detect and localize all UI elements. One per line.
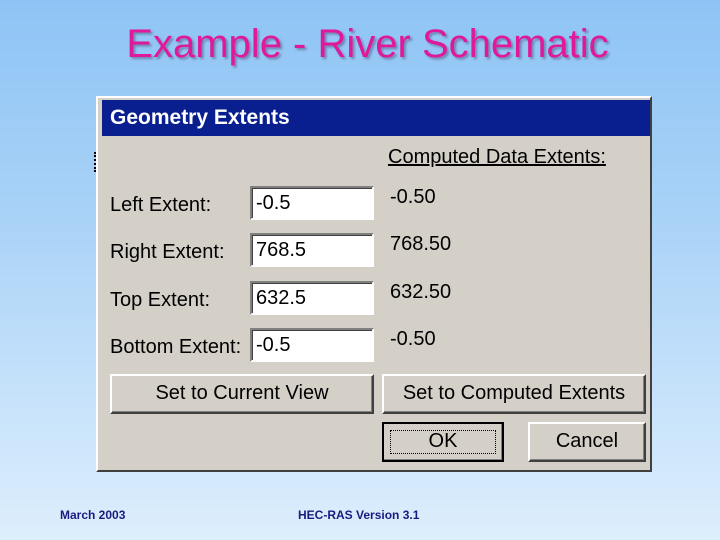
- left-extent-computed: -0.50: [390, 186, 436, 208]
- footer-version: HEC-RAS Version 3.1: [298, 508, 420, 522]
- slide-title: Example - River Schematic: [126, 22, 609, 66]
- right-extent-computed: 768.50: [390, 233, 452, 255]
- right-extent-label: Right Extent:: [110, 241, 225, 263]
- dialog-title: Geometry Extents: [110, 106, 290, 129]
- bottom-extent-input[interactable]: -0.5: [250, 328, 374, 362]
- top-extent-label: Top Extent:: [110, 289, 211, 311]
- focus-indicator: [390, 430, 496, 454]
- bottom-extent-computed: -0.50: [390, 328, 436, 350]
- right-extent-input[interactable]: 768.5: [250, 233, 374, 267]
- top-extent-computed: 632.50: [390, 281, 452, 303]
- footer-date: March 2003: [60, 508, 126, 522]
- ok-button[interactable]: [382, 422, 504, 462]
- set-to-current-view-button[interactable]: Set to Current View: [110, 374, 374, 414]
- dialog-titlebar[interactable]: [102, 100, 650, 136]
- top-extent-input[interactable]: 632.5: [250, 281, 374, 315]
- left-extent-label: Left Extent:: [110, 194, 212, 216]
- bottom-extent-label: Bottom Extent:: [110, 336, 242, 358]
- cancel-button[interactable]: Cancel: [528, 422, 646, 462]
- computed-extents-header: Computed Data Extents:: [388, 146, 606, 168]
- left-extent-input[interactable]: -0.5: [250, 186, 374, 220]
- set-to-computed-extents-button[interactable]: Set to Computed Extents: [382, 374, 646, 414]
- geometry-extents-dialog: [96, 96, 652, 472]
- ok-button-label: OK: [428, 430, 458, 452]
